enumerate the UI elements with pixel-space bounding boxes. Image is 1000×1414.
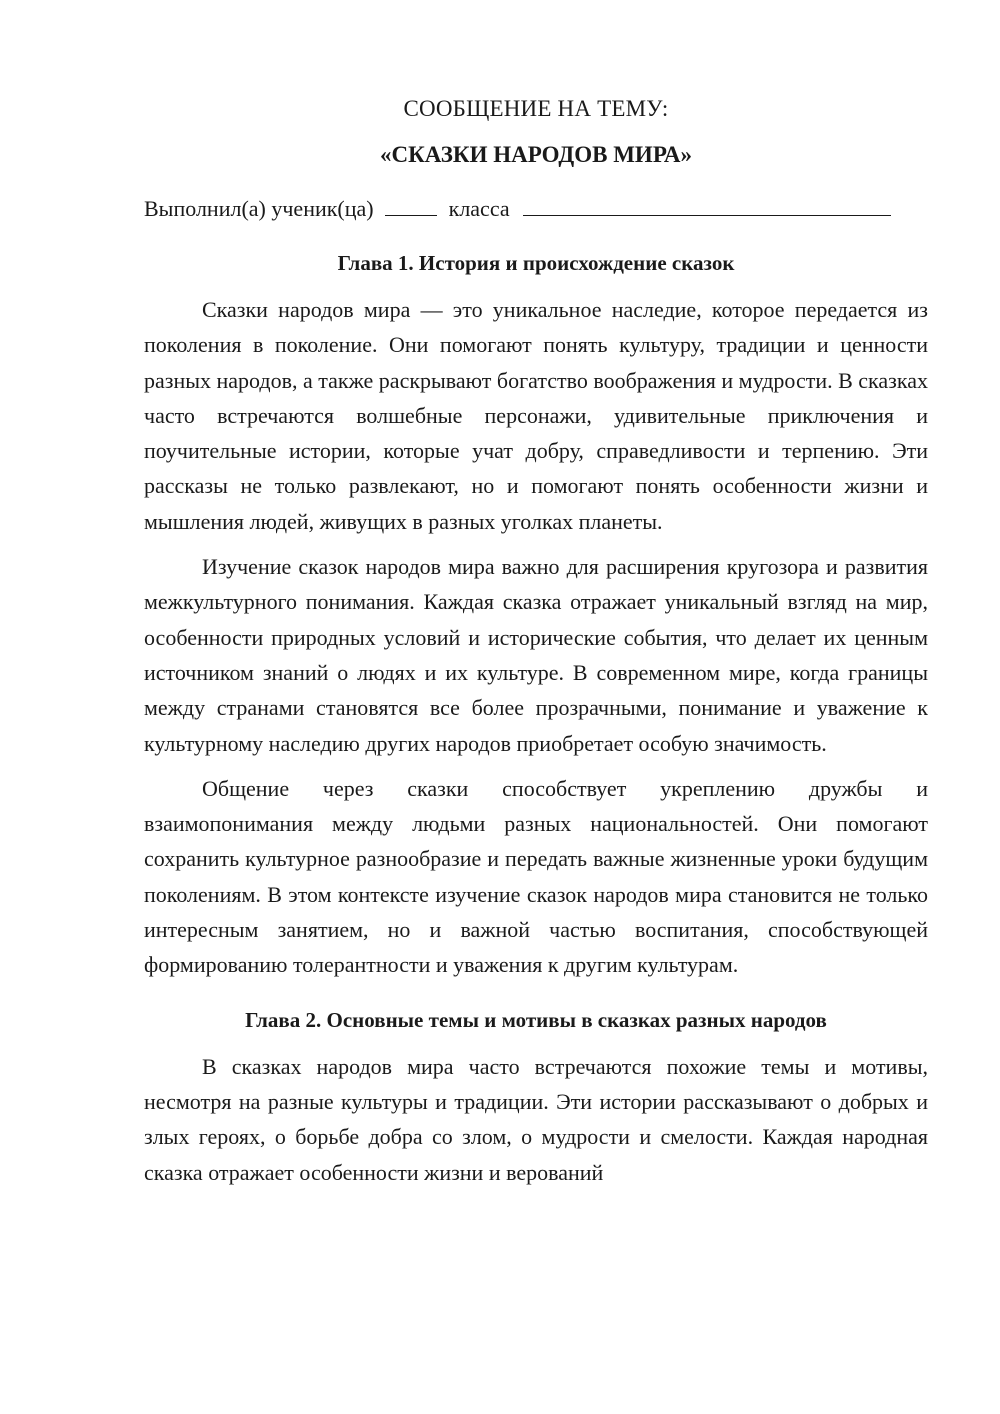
chapter-1-heading: Глава 1. История и происхождение сказок [337,251,735,275]
document-subtitle: СООБЩЕНИЕ НА ТЕМУ: [403,96,669,121]
author-label: Выполнил(а) ученик(ца) [144,196,374,221]
document-title: «СКАЗКИ НАРОДОВ МИРА» [379,142,693,167]
student-name-blank[interactable] [523,195,891,216]
chapter-2-heading: Глава 2. Основные темы и мотивы в сказках разных народов [245,1007,827,1032]
author-line [144,192,928,226]
chapter-1-paragraph: Сказки народов мира — это уникальное наследие, которое передается из поколения в поколение. Они помогают понять культуру, традиции и ценности разных народов, а также раскрывают богатство воображения и мудрости. В сказках часто встречаются волшебные персонажи, удивительные приключения и поучительные истории, которые учат добру, справедливости и терпению. Эти рассказы не только развлекают, но и помогают понять особенности жизни и мышления людей, живущих в разных уголках планеты. [144,297,928,534]
class-number-blank[interactable] [385,195,437,216]
class-label: класса [448,196,510,221]
chapter-1-paragraph: Изучение сказок народов мира важно для расширения кругозора и развития межкультурного понимания. Каждая сказка отражает уникальный взгляд на мир, особенности природных условий и исторические события, что делает их ценным источником знаний о людях и их культуре. В современном мире, когда границы между странами становятся все более прозрачными, понимание и уважение к культурному наследию других народов приобретает особую значимость. [144,554,928,756]
chapter-1-paragraph: Общение через сказки способствует укреплению дружбы и взаимопонимания между людьми разных национальностей. Они помогают сохранить культурное разнообразие и передать важные жизненные уроки будущим поколениям. В этом контексте изучение сказок народов мира становится не только интересным занятием, но и важной частью воспитания, способствующей формированию толерантности и уважения к другим культурам. [144,775,928,978]
chapter-2-paragraph: В сказках народов мира часто встречаются похожие темы и мотивы, несмотря на разные культуры и традиции. Эти истории рассказывают о добрых и злых героях, о борьбе добра со злом, о мудрости и смелости. Каждая народная сказка отражает особенности жизни и верований [144,1053,928,1185]
